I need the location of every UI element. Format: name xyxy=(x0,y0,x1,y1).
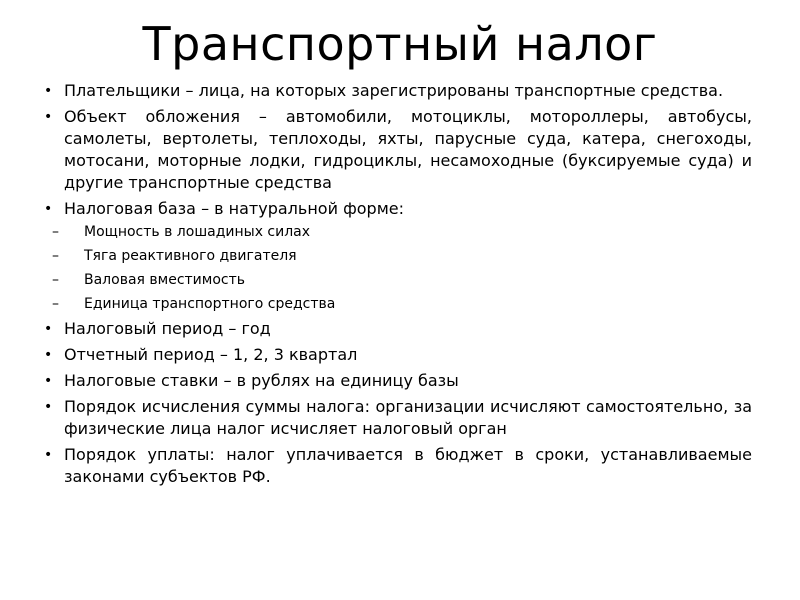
bullet-item-payment: • Порядок уплаты: налог уплачивается в бюджет в сроки, устанавливаемые законами субъектов РФ. xyxy=(44,444,752,488)
bullet-item-tax-period: • Налоговый период – год xyxy=(44,318,752,340)
bullet-item-reporting-period: • Отчетный период – 1, 2, 3 квартал xyxy=(44,344,752,366)
slide-title: Транспортный налог xyxy=(142,17,658,71)
bullet-item-tax-base xyxy=(44,198,752,314)
bullet-item-object: • Объект обложения – автомобили, мотоциклы, мотороллеры, автобусы, самолеты, вертолеты, теплоходы, яхты, парусные суда, катера, снегоходы, мотосани, моторные лодки, гидроциклы, несамоходные (буксируемые суда) и другие транспортные средства xyxy=(44,106,752,194)
bullet-item-payers: • Плательщики – лица, на которых зарегистрированы транспортные средства. xyxy=(44,80,752,102)
bullet-item-tax-rates: • Налоговые ставки – в рублях на единицу базы xyxy=(44,370,752,392)
sub-bullet-list xyxy=(44,222,752,314)
sub-item-horsepower: – Мощность в лошадиных силах xyxy=(44,222,752,242)
bullet-item-tax-base-label: Налоговая база – в натуральной форме: xyxy=(64,199,404,218)
bullet-list xyxy=(44,80,752,488)
slide-content xyxy=(44,80,752,492)
sub-item-vehicle-unit: – Единица транспортного средства xyxy=(44,294,752,314)
sub-item-gross-tonnage: – Валовая вместимость xyxy=(44,270,752,290)
bullet-item-calculation: • Порядок исчисления суммы налога: организации исчисляют самостоятельно, за физические лица налог исчисляет налоговый орган xyxy=(44,396,752,440)
sub-item-jet-thrust: – Тяга реактивного двигателя xyxy=(44,246,752,266)
